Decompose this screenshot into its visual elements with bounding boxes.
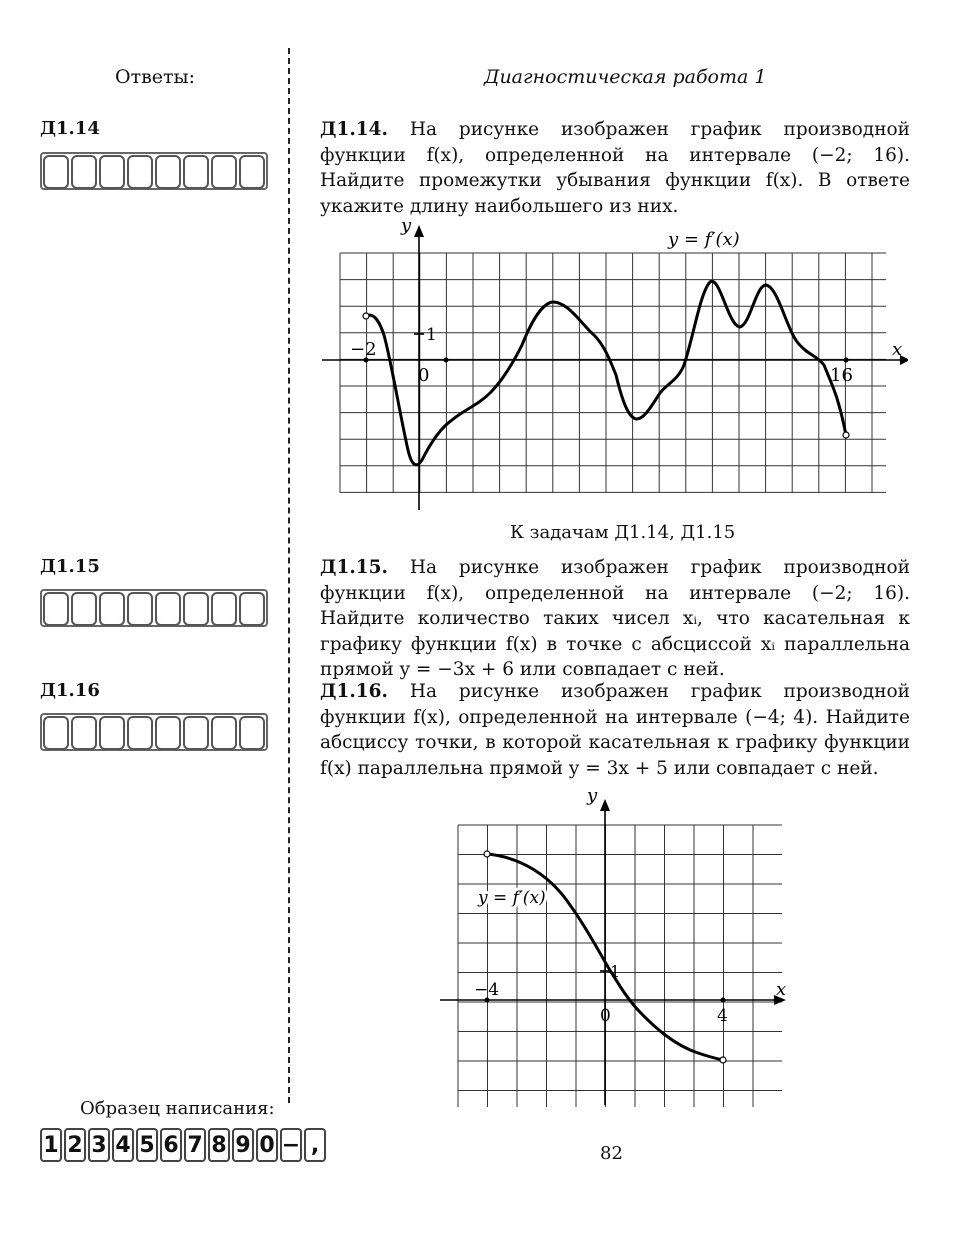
task-text: На рисунке изображен график производной функции f(x), определенной на интервале (−2; 16). Найдите количество таких чисел xᵢ, что касательная к графику функции f(x) в точке с абсциссой xᵢ параллельна прямой y = −3x + 6 или совпадает с ней. xyxy=(320,557,910,680)
sample-char: 2 xyxy=(64,1128,86,1162)
sample-char: − xyxy=(280,1128,302,1162)
tick-label-4: 4 xyxy=(717,1006,728,1026)
tick-label-0: 0 xyxy=(418,365,430,386)
answer-label-d115: Д1.15 xyxy=(40,556,100,577)
x-axis-label: x xyxy=(776,979,787,1000)
open-endpoint-right xyxy=(720,1057,726,1063)
answers-title: Ответы: xyxy=(115,66,196,88)
function-label: y = f′(x) xyxy=(478,888,546,908)
task-number: Д1.15. xyxy=(320,557,388,578)
tick-dot-16 xyxy=(844,358,849,363)
y-axis-arrow-icon xyxy=(600,799,610,811)
sample-char: 7 xyxy=(184,1128,206,1162)
work-title: Диагностическая работа 1 xyxy=(484,66,767,88)
open-endpoint-left xyxy=(484,851,490,857)
sample-char: , xyxy=(304,1128,326,1162)
open-endpoint-right xyxy=(843,432,849,438)
task-d115 xyxy=(320,555,910,683)
tick-label-0: 0 xyxy=(600,1006,611,1026)
answer-label-d114: Д1.14 xyxy=(40,118,100,139)
x-axis-label: x xyxy=(892,339,903,360)
sample-char: 4 xyxy=(112,1128,134,1162)
task-text: На рисунке изображен график производной функции f(x), определенной на интервале (−2; 16). Найдите промежутки убывания функции f(x). В ответе укажите длину наибольшего из них. xyxy=(320,119,910,217)
task-text: На рисунке изображен график производной функции f(x), определенной на интервале (−4; 4). Найдите абсциссу точки, в которой касательная к графику функции f(x) параллельна прямой y = 3x + 5 или совпадает с ней. xyxy=(320,681,910,779)
tick-label-minus2: −2 xyxy=(350,339,377,360)
sample-char: 1 xyxy=(40,1128,62,1162)
sample-char: 8 xyxy=(208,1128,230,1162)
column-divider xyxy=(288,48,290,1103)
task-d116 xyxy=(320,679,910,781)
task-d114 xyxy=(320,117,910,219)
y-axis-label: y xyxy=(587,785,598,806)
sample-char: 0 xyxy=(256,1128,278,1162)
open-endpoint-left xyxy=(363,313,369,319)
sample-char: 9 xyxy=(232,1128,254,1162)
answer-field-d114[interactable] xyxy=(40,152,268,190)
sample-digits xyxy=(40,1128,328,1162)
function-label: y = f′(x) xyxy=(668,229,740,250)
tick-label-1: 1 xyxy=(610,962,621,981)
tick-label-minus4: −4 xyxy=(474,980,500,1000)
task-number: Д1.14. xyxy=(320,119,388,140)
figure-caption: К задачам Д1.14, Д1.15 xyxy=(510,522,736,543)
answer-label-d116: Д1.16 xyxy=(40,680,100,701)
sample-char: 3 xyxy=(88,1128,110,1162)
tick-dot-4 xyxy=(721,998,726,1003)
derivative-graph-2 xyxy=(430,785,800,1110)
tick-label-1: 1 xyxy=(426,325,437,345)
tick-dot-1 xyxy=(444,358,449,363)
sample-char: 6 xyxy=(160,1128,182,1162)
tick-label-16: 16 xyxy=(830,365,853,386)
sample-label: Образец написания: xyxy=(80,1098,275,1119)
page-number: 82 xyxy=(600,1143,623,1164)
answer-field-d116[interactable] xyxy=(40,713,268,751)
answer-field-d115[interactable] xyxy=(40,589,268,627)
task-number: Д1.16. xyxy=(320,681,388,702)
derivative-graph-1 xyxy=(318,215,908,515)
y-axis-arrow-icon xyxy=(414,225,424,237)
y-axis-label: y xyxy=(401,215,412,236)
sample-char: 5 xyxy=(136,1128,158,1162)
